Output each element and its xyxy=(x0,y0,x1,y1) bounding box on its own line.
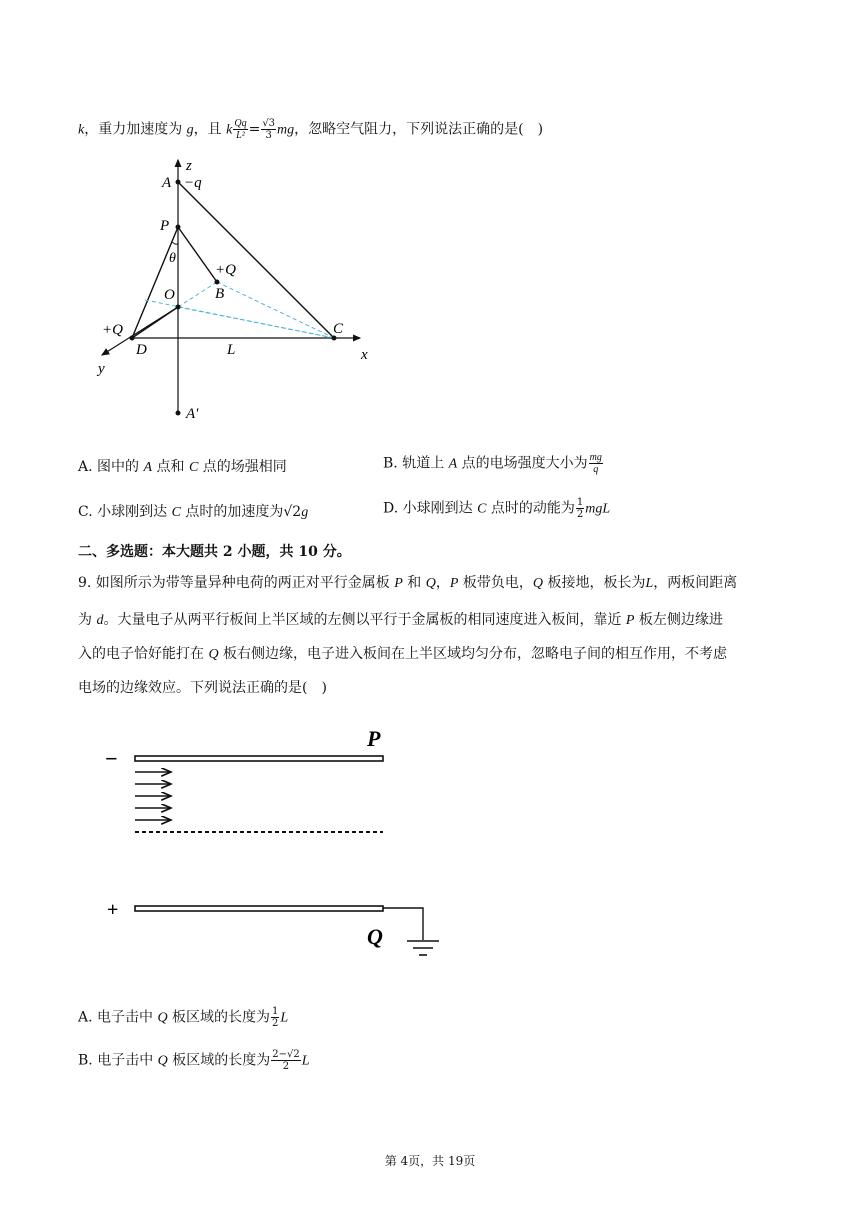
option-text: 点时的加速度为 xyxy=(185,504,284,520)
label-z: z xyxy=(186,158,192,174)
var-d: d xyxy=(96,613,104,628)
stem-text: 电场的边缘效应。下列说法正确的是( ) xyxy=(78,680,327,696)
option-text: B. 电子击中 xyxy=(78,1052,154,1069)
q8-option-d xyxy=(383,497,610,520)
label-a: A xyxy=(162,175,172,191)
var-q: Q xyxy=(425,576,436,591)
dashed-bc xyxy=(217,282,334,338)
fraction-numerator: Qq xyxy=(234,118,247,129)
label-x: x xyxy=(361,347,368,363)
label-p: P xyxy=(160,218,170,234)
label-neg-q: −q xyxy=(184,175,202,191)
option-text: A. 电子击中 xyxy=(78,1009,154,1026)
option-text: 点的电场强度大小为 xyxy=(461,455,588,472)
q9-option-a xyxy=(78,1006,288,1029)
option-text: 板区域的长度为 xyxy=(172,1009,271,1026)
sqrt-2: √2 xyxy=(283,504,302,520)
stem-text: ， xyxy=(435,575,450,591)
stem-text: ，重力加速度为 xyxy=(84,121,183,138)
stem-text: 入的电子恰好能打在 xyxy=(78,646,204,662)
option-text: 点的场强相同 xyxy=(202,459,287,475)
option-text: 点和 xyxy=(156,459,185,475)
stem-text: 板接地，板长为 xyxy=(547,575,646,591)
fraction-one-half xyxy=(576,497,584,520)
stem-text: 板带负电， xyxy=(462,575,533,591)
label-a-prime: A′ xyxy=(186,406,199,422)
ground-wire xyxy=(383,908,423,940)
option-text: 点时的动能为 xyxy=(490,500,575,517)
label-q: Q xyxy=(367,924,383,949)
var-q: Q xyxy=(157,1053,168,1069)
label-c: C xyxy=(333,321,344,337)
point-d xyxy=(130,336,135,341)
label-d: D xyxy=(136,342,147,358)
fraction-qq-l2 xyxy=(233,118,247,141)
fraction-root3-3 xyxy=(261,118,276,141)
label-plus-q-d: +Q xyxy=(102,322,123,338)
option-text: C. 小球刚到达 xyxy=(78,504,168,520)
var-p: P xyxy=(449,576,459,591)
fraction-numerator: mg xyxy=(589,452,602,463)
var-g: g xyxy=(186,122,194,138)
var-q: Q xyxy=(532,576,543,591)
label-o: O xyxy=(164,287,175,303)
label-plus-q-b: +Q xyxy=(215,262,236,278)
dashed-ob xyxy=(178,282,217,307)
label-theta: θ xyxy=(169,251,176,266)
stem-text: ，且 xyxy=(193,121,222,138)
stem-text: ，两板间距离 xyxy=(653,575,738,591)
q9-option-b xyxy=(78,1049,310,1072)
line-pb xyxy=(178,227,217,282)
stem-text: 。大量电子从两平行板间上半区域的左侧以平行于金属板的相同速度进入板间，靠近 xyxy=(103,612,622,628)
dashed-d-c xyxy=(145,300,334,338)
var-g: g xyxy=(301,505,309,520)
q8-stem-tail xyxy=(78,118,543,141)
label-p: P xyxy=(367,726,381,751)
fraction-one-half xyxy=(271,1006,279,1029)
q9-stem-line-2 xyxy=(78,609,723,629)
fraction-2-minus-root2-over-2 xyxy=(271,1049,300,1072)
equals-sign: = xyxy=(248,121,261,138)
var-p: P xyxy=(394,576,403,591)
fraction-numerator: √3 xyxy=(262,118,276,129)
label-plus: + xyxy=(107,899,119,921)
stem-text: ，忽略空气阻力，下列说法正确的是( ) xyxy=(294,121,544,138)
label-y: y xyxy=(98,361,105,377)
q9-stem-line-3 xyxy=(78,643,727,663)
q8-option-b xyxy=(383,452,604,475)
var-l: L xyxy=(301,1053,310,1069)
stem-text: 和 xyxy=(407,575,422,591)
label-b: B xyxy=(215,286,225,302)
plate-p xyxy=(135,756,383,761)
var-k: k xyxy=(78,122,85,138)
var-p: P xyxy=(625,613,635,628)
fraction-denominator: 3 xyxy=(265,130,272,141)
var-l: L xyxy=(645,576,654,591)
fraction-numerator: 2−√2 xyxy=(272,1049,300,1060)
var-l: L xyxy=(280,1010,289,1026)
stem-text: 为 xyxy=(78,612,92,628)
label-minus: − xyxy=(105,746,118,771)
fraction-denominator: 2 xyxy=(282,1061,290,1072)
fraction-denominator: q xyxy=(593,464,599,475)
theta-arc xyxy=(172,242,178,244)
point-b xyxy=(215,280,220,285)
fraction-denominator: 2 xyxy=(272,1018,279,1029)
section-title: 二、多选题：本大题共 2 小题，共 10 分。 xyxy=(78,544,351,560)
point-p xyxy=(176,225,181,230)
var-c: C xyxy=(477,501,487,517)
option-text: B. 轨道上 xyxy=(383,455,445,472)
q9-figure xyxy=(95,720,450,965)
var-c: C xyxy=(188,460,199,475)
point-o xyxy=(176,305,181,310)
point-a xyxy=(176,180,181,185)
var-a: A xyxy=(448,456,458,472)
plate-q xyxy=(135,906,383,911)
var-mgl: mgL xyxy=(585,501,611,517)
var-k: k xyxy=(226,122,233,138)
q9-stem-line-1 xyxy=(78,572,737,592)
var-c: C xyxy=(171,505,181,520)
var-q: Q xyxy=(208,647,219,662)
point-a-prime xyxy=(176,411,181,416)
var-q: Q xyxy=(157,1010,168,1026)
q9-stem-line-4 xyxy=(78,677,327,697)
stem-text: 板右侧边缘，电子进入板间在上半区域均匀分布，忽略电子间的相互作用，不考虑 xyxy=(223,646,728,662)
option-text: D. 小球刚到达 xyxy=(383,500,473,517)
var-a: A xyxy=(143,460,153,475)
stem-text: 板左侧边缘进 xyxy=(638,612,723,628)
option-text: A. 图中的 xyxy=(78,459,140,475)
q8-option-a xyxy=(78,456,287,476)
fraction-numerator: 1 xyxy=(576,497,584,508)
fraction-numerator: 1 xyxy=(272,1006,279,1017)
option-text: 板区域的长度为 xyxy=(172,1052,271,1069)
q8-option-c xyxy=(78,501,308,521)
fraction-mg-q xyxy=(589,452,603,475)
page-footer: 第 4页，共 19页 xyxy=(384,1154,476,1168)
fraction-denominator: 2 xyxy=(576,509,584,520)
q8-figure xyxy=(90,150,390,425)
stem-text: 9. 如图所示为带等量异种电荷的两正对平行金属板 xyxy=(78,575,390,591)
var-mg: mg xyxy=(277,122,295,138)
label-l: L xyxy=(227,342,236,358)
fraction-denominator: L² xyxy=(236,130,245,141)
